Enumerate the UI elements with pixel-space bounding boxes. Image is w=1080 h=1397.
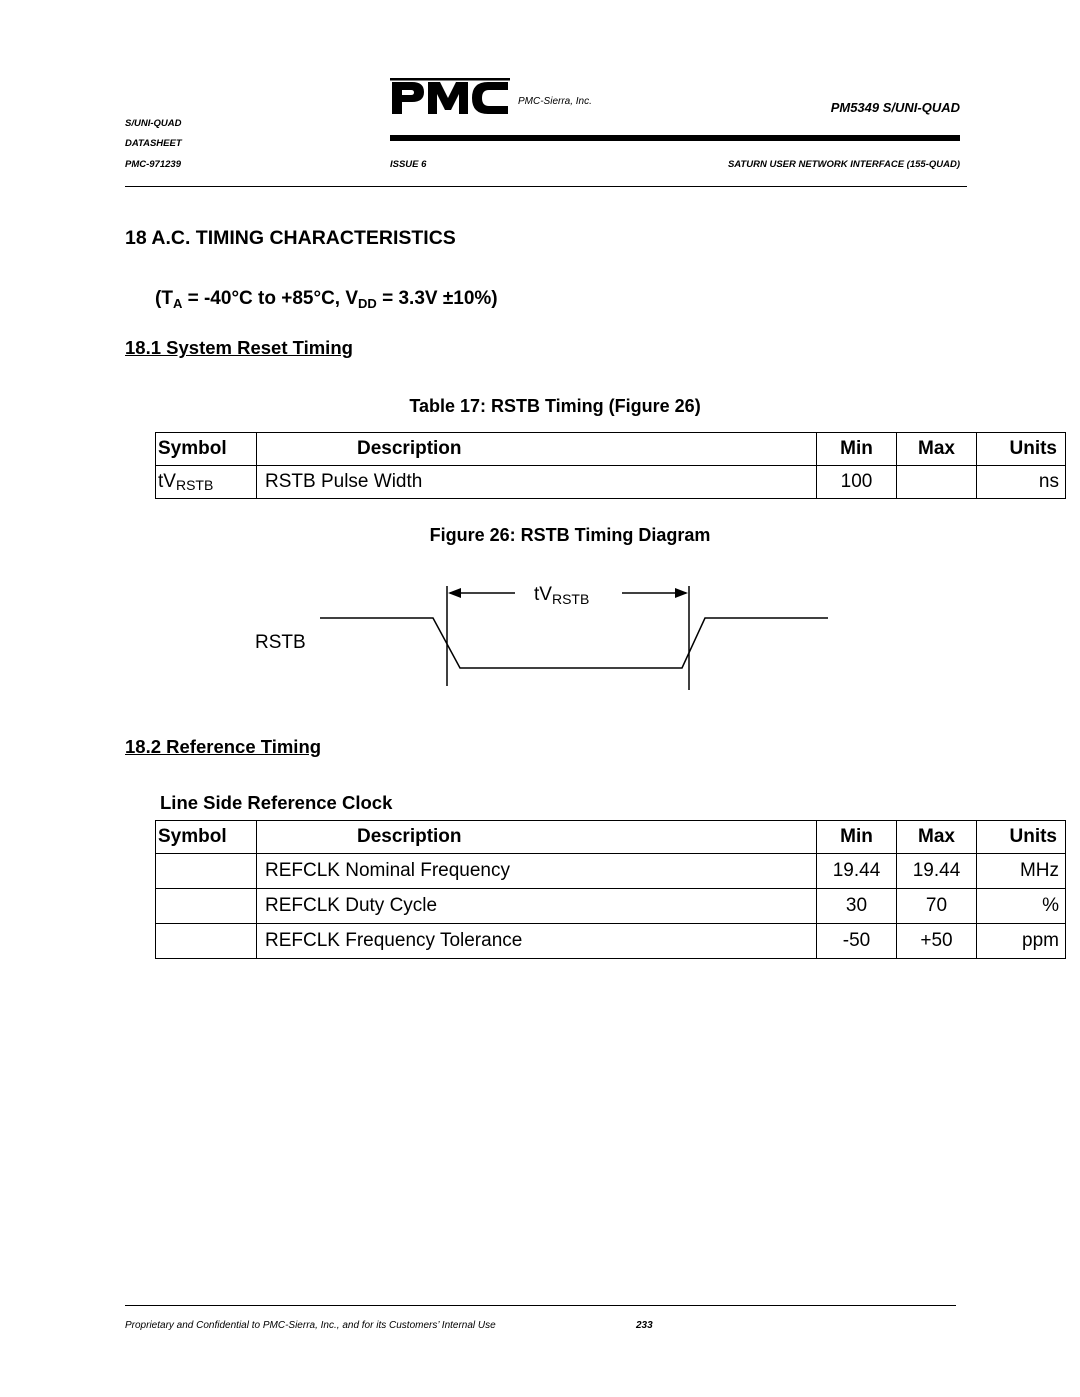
cell-symbol bbox=[156, 924, 257, 959]
pmc-logo bbox=[390, 78, 510, 118]
cell-description: REFCLK Nominal Frequency bbox=[257, 854, 817, 889]
right-arrowhead bbox=[675, 588, 688, 598]
rstb-waveform bbox=[320, 618, 828, 668]
cell-symbol bbox=[156, 889, 257, 924]
col-min: Min bbox=[817, 433, 897, 466]
footer-text: Proprietary and Confidential to PMC-Sierra, Inc., and for its Customers’ Internal Use bbox=[125, 1320, 496, 1331]
cell-min: 30 bbox=[817, 889, 897, 924]
cell-description: RSTB Pulse Width bbox=[257, 466, 817, 499]
left-arrowhead bbox=[448, 588, 461, 598]
cell-min: 100 bbox=[817, 466, 897, 499]
cell-max: 70 bbox=[897, 889, 977, 924]
refclk-table bbox=[155, 820, 1066, 959]
table-header-row bbox=[156, 821, 1066, 854]
col-description: Description bbox=[257, 433, 817, 466]
table-17-caption: Table 17: RSTB Timing (Figure 26) bbox=[409, 396, 701, 416]
signal-label: RSTB bbox=[255, 632, 306, 653]
rstb-timing-table bbox=[155, 432, 1066, 499]
section-title: 18 A.C. TIMING CHARACTERISTICS bbox=[125, 227, 456, 249]
table-row bbox=[156, 924, 1066, 959]
cell-max bbox=[897, 466, 977, 499]
reset-timing-heading: 18.1 System Reset Timing bbox=[125, 337, 353, 358]
cell-units: % bbox=[977, 889, 1066, 924]
col-symbol: Symbol bbox=[156, 433, 257, 466]
figure-26-caption: Figure 26: RSTB Timing Diagram bbox=[429, 525, 711, 545]
header-bar bbox=[390, 135, 960, 141]
col-units: Units bbox=[977, 821, 1066, 854]
table-row bbox=[156, 889, 1066, 924]
footer-rule bbox=[125, 1305, 956, 1306]
col-units: Units bbox=[977, 433, 1066, 466]
col-min: Min bbox=[817, 821, 897, 854]
table-header-row bbox=[156, 433, 1066, 466]
table-row bbox=[156, 854, 1066, 889]
doc-title: SATURN USER NETWORK INTERFACE (155-QUAD) bbox=[727, 159, 960, 170]
cell-max: 19.44 bbox=[897, 854, 977, 889]
line-side-clock-heading: Line Side Reference Clock bbox=[160, 792, 393, 813]
company-name: PMC-Sierra, Inc. bbox=[518, 96, 592, 107]
cell-units: ppm bbox=[977, 924, 1066, 959]
rstb-timing-diagram bbox=[300, 580, 840, 695]
cell-symbol: tVRSTB bbox=[156, 466, 257, 499]
col-max: Max bbox=[897, 433, 977, 466]
cell-units: MHz bbox=[977, 854, 1066, 889]
doc-issue: ISSUE 6 bbox=[390, 159, 427, 170]
doc-number: PMC-971239 bbox=[125, 159, 181, 170]
reference-timing-heading: 18.2 Reference Timing bbox=[125, 736, 322, 757]
cell-symbol bbox=[156, 854, 257, 889]
col-symbol: Symbol bbox=[156, 821, 257, 854]
cell-description: REFCLK Duty Cycle bbox=[257, 889, 817, 924]
doc-name: S/UNI-QUAD bbox=[125, 118, 182, 129]
doc-type: DATASHEET bbox=[125, 138, 182, 149]
product-name: PM5349 S/UNI-QUAD bbox=[830, 100, 960, 115]
interval-label: $tV_{RSTB}$ bbox=[534, 584, 590, 607]
cell-max: +50 bbox=[897, 924, 977, 959]
cell-description: REFCLK Frequency Tolerance bbox=[257, 924, 817, 959]
col-max: Max bbox=[897, 821, 977, 854]
table-row bbox=[156, 466, 1066, 499]
header-rule bbox=[125, 186, 967, 187]
page-number: 233 bbox=[636, 1320, 653, 1331]
operating-conditions: ($T_A = -40^\circ C$ to +85°C, $V_{DD} = 3.3V \pm 10\%$) bbox=[155, 288, 498, 311]
cell-min: -50 bbox=[817, 924, 897, 959]
cell-units: ns bbox=[977, 466, 1066, 499]
cell-min: 19.44 bbox=[817, 854, 897, 889]
col-description: Description bbox=[257, 821, 817, 854]
